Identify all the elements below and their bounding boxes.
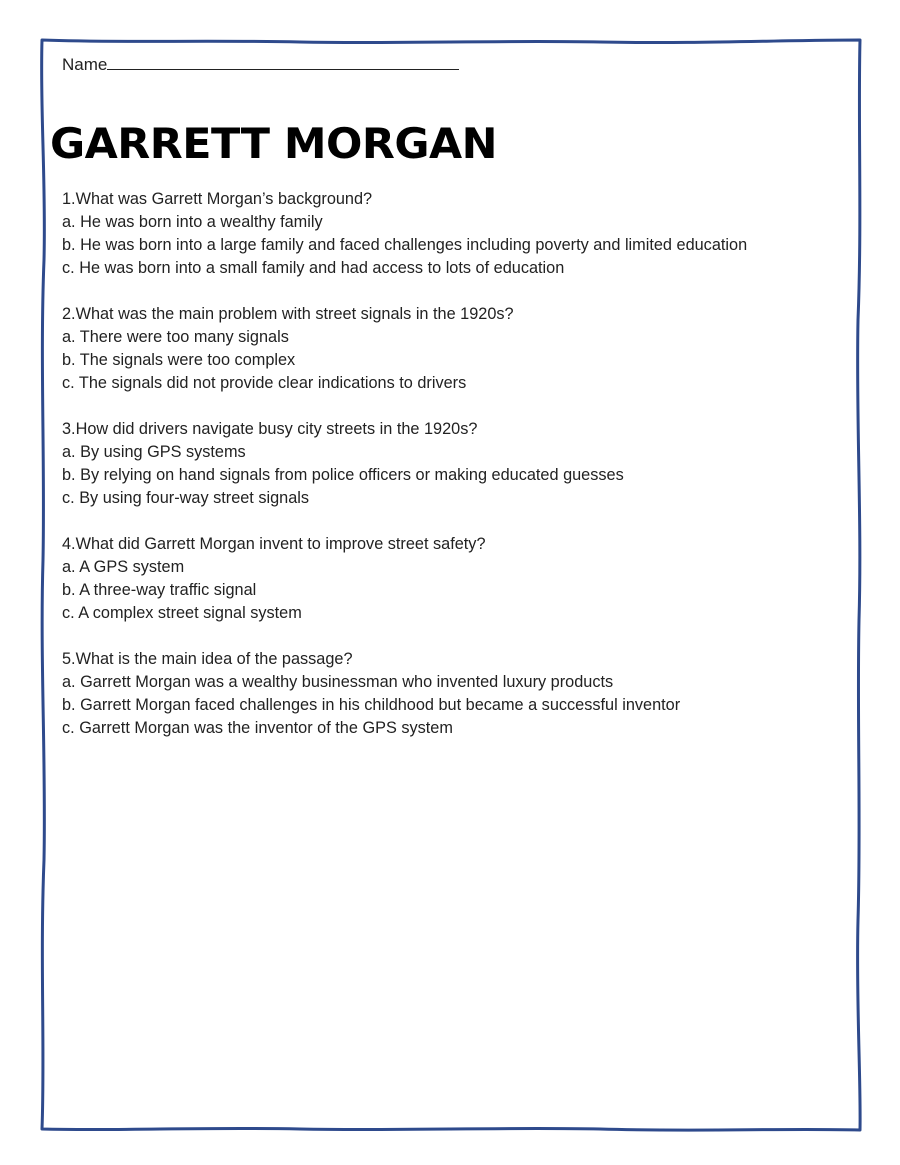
question-2: [62, 303, 842, 395]
question-3: [62, 418, 842, 510]
question-4: [62, 533, 842, 625]
worksheet: [50, 52, 842, 737]
answer-option-c: c. The signals did not provide clear indications to drivers: [62, 374, 467, 392]
answer-option-c: c. He was born into a small family and had access to lots of education: [62, 259, 565, 277]
answer-option-c: c. By using four-way street signals: [62, 489, 310, 507]
answer-option-b: b. The signals were too complex: [62, 351, 296, 369]
answer-option-a: a. There were too many signals: [62, 328, 289, 346]
question-list: [62, 188, 842, 763]
answer-option-b: b. By relying on hand signals from police officers or making educated guesses: [62, 466, 624, 484]
question-1: [62, 188, 842, 280]
question-5: [62, 648, 842, 740]
answer-option-a: a. A GPS system: [62, 558, 185, 576]
answer-option-c: c. A complex street signal system: [62, 604, 302, 622]
page-title: GARRETT MORGAN: [50, 119, 497, 168]
answer-option-a: a. He was born into a wealthy family: [62, 213, 323, 231]
question-text: 4.What did Garrett Morgan invent to improve street safety?: [62, 535, 486, 553]
question-text: 5.What is the main idea of the passage?: [62, 650, 353, 668]
answer-option-a: a. Garrett Morgan was a wealthy businessman who invented luxury products: [62, 673, 614, 691]
question-text: 1.What was Garrett Morgan’s background?: [62, 190, 373, 208]
question-text: 3.How did drivers navigate busy city streets in the 1920s?: [62, 420, 478, 438]
question-text: 2.What was the main problem with street signals in the 1920s?: [62, 305, 514, 323]
answer-option-b: b. He was born into a large family and faced challenges including poverty and limited education: [62, 236, 748, 254]
name-blank-line[interactable]: [107, 52, 459, 70]
answer-option-a: a. By using GPS systems: [62, 443, 246, 461]
answer-option-c: c. Garrett Morgan was the inventor of the GPS system: [62, 719, 453, 737]
answer-option-b: b. Garrett Morgan faced challenges in his childhood but became a successful inventor: [62, 696, 681, 714]
answer-option-b: b. A three-way traffic signal: [62, 581, 257, 599]
name-label: Name: [62, 55, 108, 74]
name-field: [62, 52, 842, 77]
